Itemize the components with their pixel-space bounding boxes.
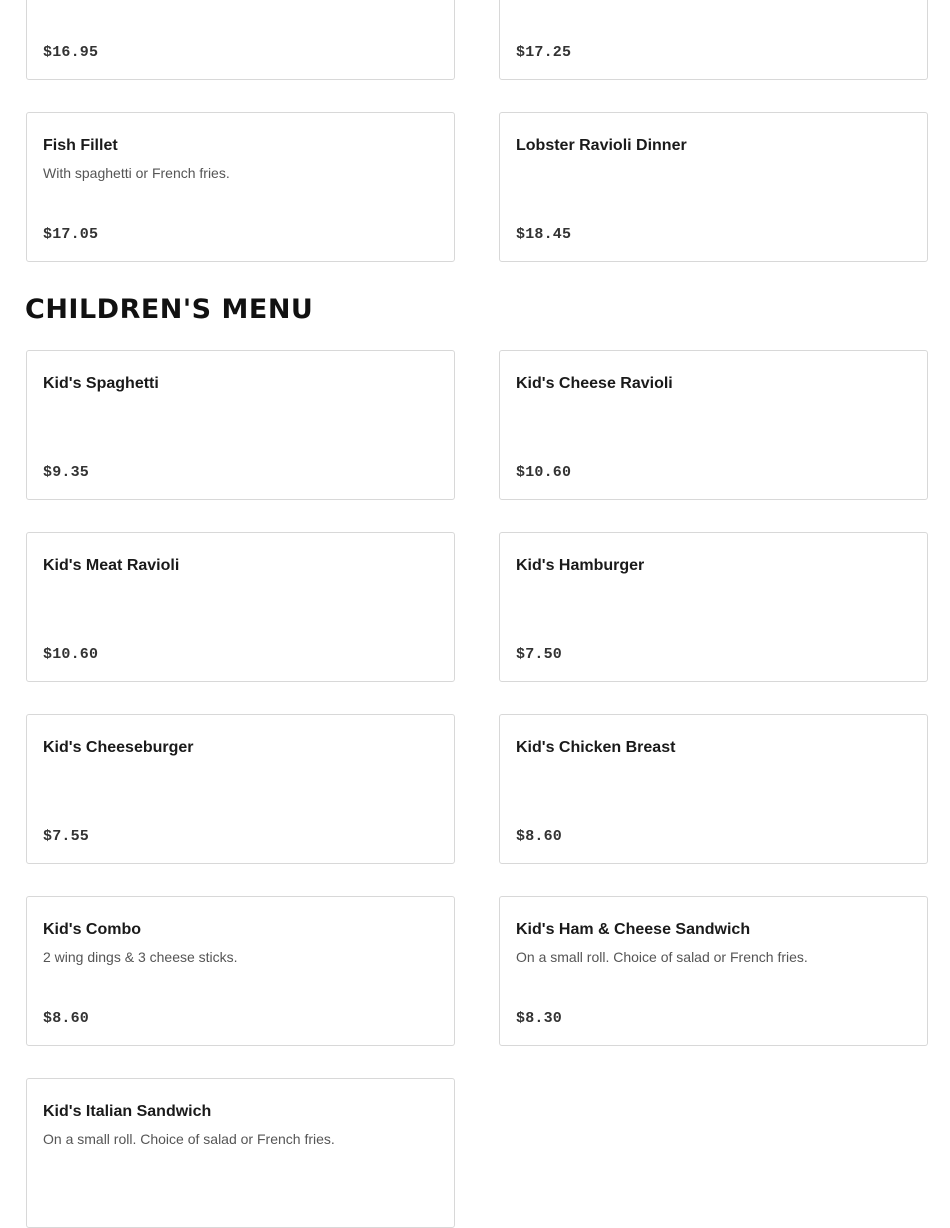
- menu-item-name: Kid's Cheese Ravioli: [516, 375, 673, 392]
- menu-item-card[interactable]: [499, 112, 928, 262]
- menu-item-name: Kid's Ham & Cheese Sandwich: [516, 921, 751, 938]
- previous-section-items: [26, 0, 928, 262]
- menu-item-name: Kid's Italian Sandwich: [43, 1103, 212, 1120]
- menu-item-price: $17.25: [516, 44, 572, 61]
- menu-item-card[interactable]: [499, 532, 928, 682]
- menu-item-card[interactable]: [26, 0, 455, 80]
- menu-item-price: $8.30: [516, 1010, 563, 1027]
- menu-item-name: Kid's Chicken Breast: [516, 739, 676, 756]
- menu-item-name: Kid's Hamburger: [516, 557, 645, 574]
- menu-item-price: $10.60: [516, 464, 572, 481]
- menu-item-name: Kid's Cheeseburger: [43, 739, 194, 756]
- menu-item-name: Kid's Meat Ravioli: [43, 557, 180, 574]
- menu-item-price: $18.45: [516, 226, 572, 243]
- menu-item-name: Kid's Spaghetti: [43, 375, 159, 392]
- menu-item-card[interactable]: [26, 1078, 455, 1228]
- menu-item-price: $8.60: [516, 828, 563, 845]
- menu-item-price: $9.35: [43, 464, 90, 481]
- menu-item-card[interactable]: [26, 112, 455, 262]
- menu-item-card[interactable]: [499, 350, 928, 500]
- menu-item-card[interactable]: [499, 896, 928, 1046]
- menu-item-price: $8.60: [43, 1010, 90, 1027]
- menu-item-price: $17.05: [43, 226, 99, 243]
- menu-item-card[interactable]: [26, 714, 455, 864]
- menu-item-card[interactable]: [26, 350, 455, 500]
- section-title-childrens-menu: CHILDREN'S MENU: [25, 294, 314, 325]
- menu-item-description: With spaghetti or French fries.: [43, 165, 230, 181]
- menu-item-card[interactable]: [499, 0, 928, 80]
- menu-item-description: On a small roll. Choice of salad or French fries.: [516, 949, 808, 965]
- menu-item-card[interactable]: [499, 714, 928, 864]
- menu-item-card[interactable]: [26, 532, 455, 682]
- menu-item-name: Kid's Combo: [43, 921, 142, 938]
- menu-item-price: $16.95: [43, 44, 99, 61]
- menu-item-description: 2 wing dings & 3 cheese sticks.: [43, 949, 238, 965]
- menu-item-description: On a small roll. Choice of salad or French fries.: [43, 1131, 335, 1147]
- childrens-menu-items: [26, 350, 928, 1228]
- menu-item-price: $7.50: [516, 646, 563, 663]
- menu-item-price: $7.55: [43, 828, 90, 845]
- menu-item-name: Lobster Ravioli Dinner: [516, 137, 687, 154]
- menu-item-card[interactable]: [26, 896, 455, 1046]
- menu-item-price: $10.60: [43, 646, 99, 663]
- menu-item-name: Fish Fillet: [43, 137, 118, 154]
